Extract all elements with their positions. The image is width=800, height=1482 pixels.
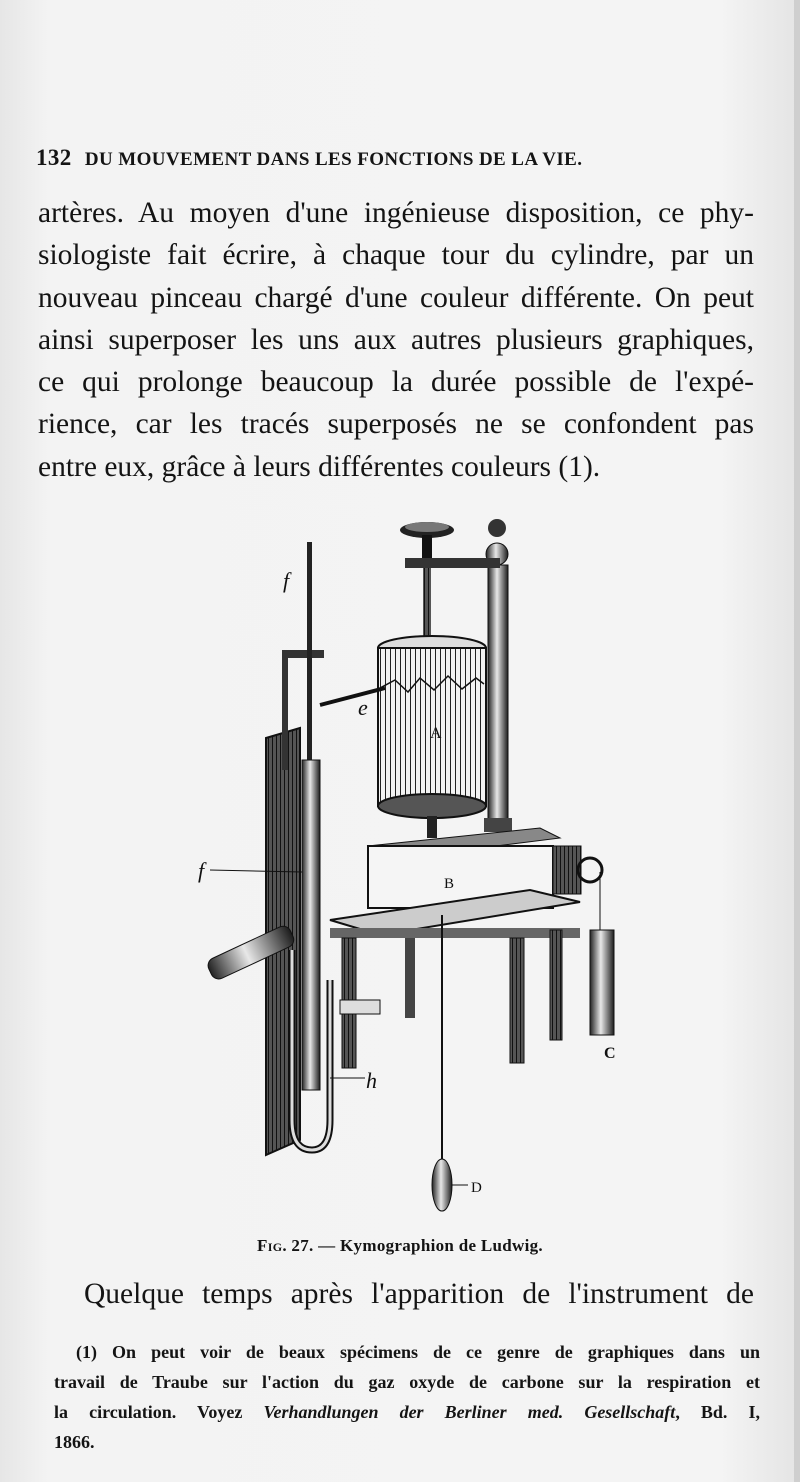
- label-B: B: [444, 876, 455, 892]
- page-number: 132: [36, 145, 72, 170]
- footnote-line: travail de Traube sur l'action du gaz oxyde de carbone sur la respiration et: [54, 1372, 760, 1392]
- kymographion-illustration: [180, 510, 640, 1230]
- body-line: rience, car les tracés superposés ne se confondent pas: [38, 408, 754, 441]
- body-line: siologiste fait écrire, à chaque tour du cylindre, par un: [38, 239, 754, 272]
- label-f-side: f: [198, 858, 205, 883]
- running-header: [36, 145, 686, 171]
- screw-knob: [400, 522, 500, 643]
- footnote-suffix: , Bd. I,: [675, 1402, 761, 1422]
- label-e: e: [358, 695, 368, 720]
- table: [330, 890, 580, 1068]
- pendulum: [432, 915, 468, 1211]
- body-line: ainsi superposer les uns aux autres plusieurs graphiques,: [38, 323, 754, 356]
- body-line: artères. Au moyen d'une ingénieuse disposition, ce phy-: [38, 197, 754, 229]
- footnote-prefix: la circulation. Voyez: [54, 1402, 243, 1422]
- body-line: entre eux, grâce à leurs différentes couleurs (1).: [38, 450, 601, 483]
- label-C: C: [604, 1045, 616, 1062]
- label-D: D: [471, 1180, 482, 1196]
- body-line: nouveau pinceau chargé d'une couleur différente. On peut: [38, 281, 754, 314]
- body-paragraph: [38, 192, 754, 488]
- body-line: ce qui prolonge beaucoup la durée possible de l'expé-: [38, 366, 754, 399]
- running-title: DU MOUVEMENT DANS LES FONCTIONS DE LA VIE.: [84, 149, 583, 170]
- caption-text: Kymographion de Ludwig.: [340, 1236, 543, 1255]
- caption-dash: —: [318, 1236, 336, 1255]
- footnote: [54, 1337, 760, 1457]
- manometer: [205, 542, 385, 1155]
- continuation-line: Quelque temps après l'apparition de l'instrument de: [84, 1278, 754, 1310]
- footnote-line: 1866.: [54, 1432, 95, 1452]
- footnote-line: [54, 1397, 760, 1427]
- footnote-line: (1) On peut voir de beaux spécimens de ce genre de graphiques dans un: [76, 1342, 760, 1362]
- figure-caption: [0, 1236, 800, 1256]
- label-f-top: f: [283, 568, 290, 593]
- page-edge-shadow: [794, 0, 800, 1482]
- pulley-weight: [578, 858, 614, 1035]
- figure-number: Fig. 27.: [257, 1236, 314, 1255]
- label-A: A: [430, 725, 442, 742]
- label-h: h: [366, 1068, 377, 1093]
- journal-title: Verhandlungen der Berliner med. Gesellschaft: [263, 1402, 676, 1422]
